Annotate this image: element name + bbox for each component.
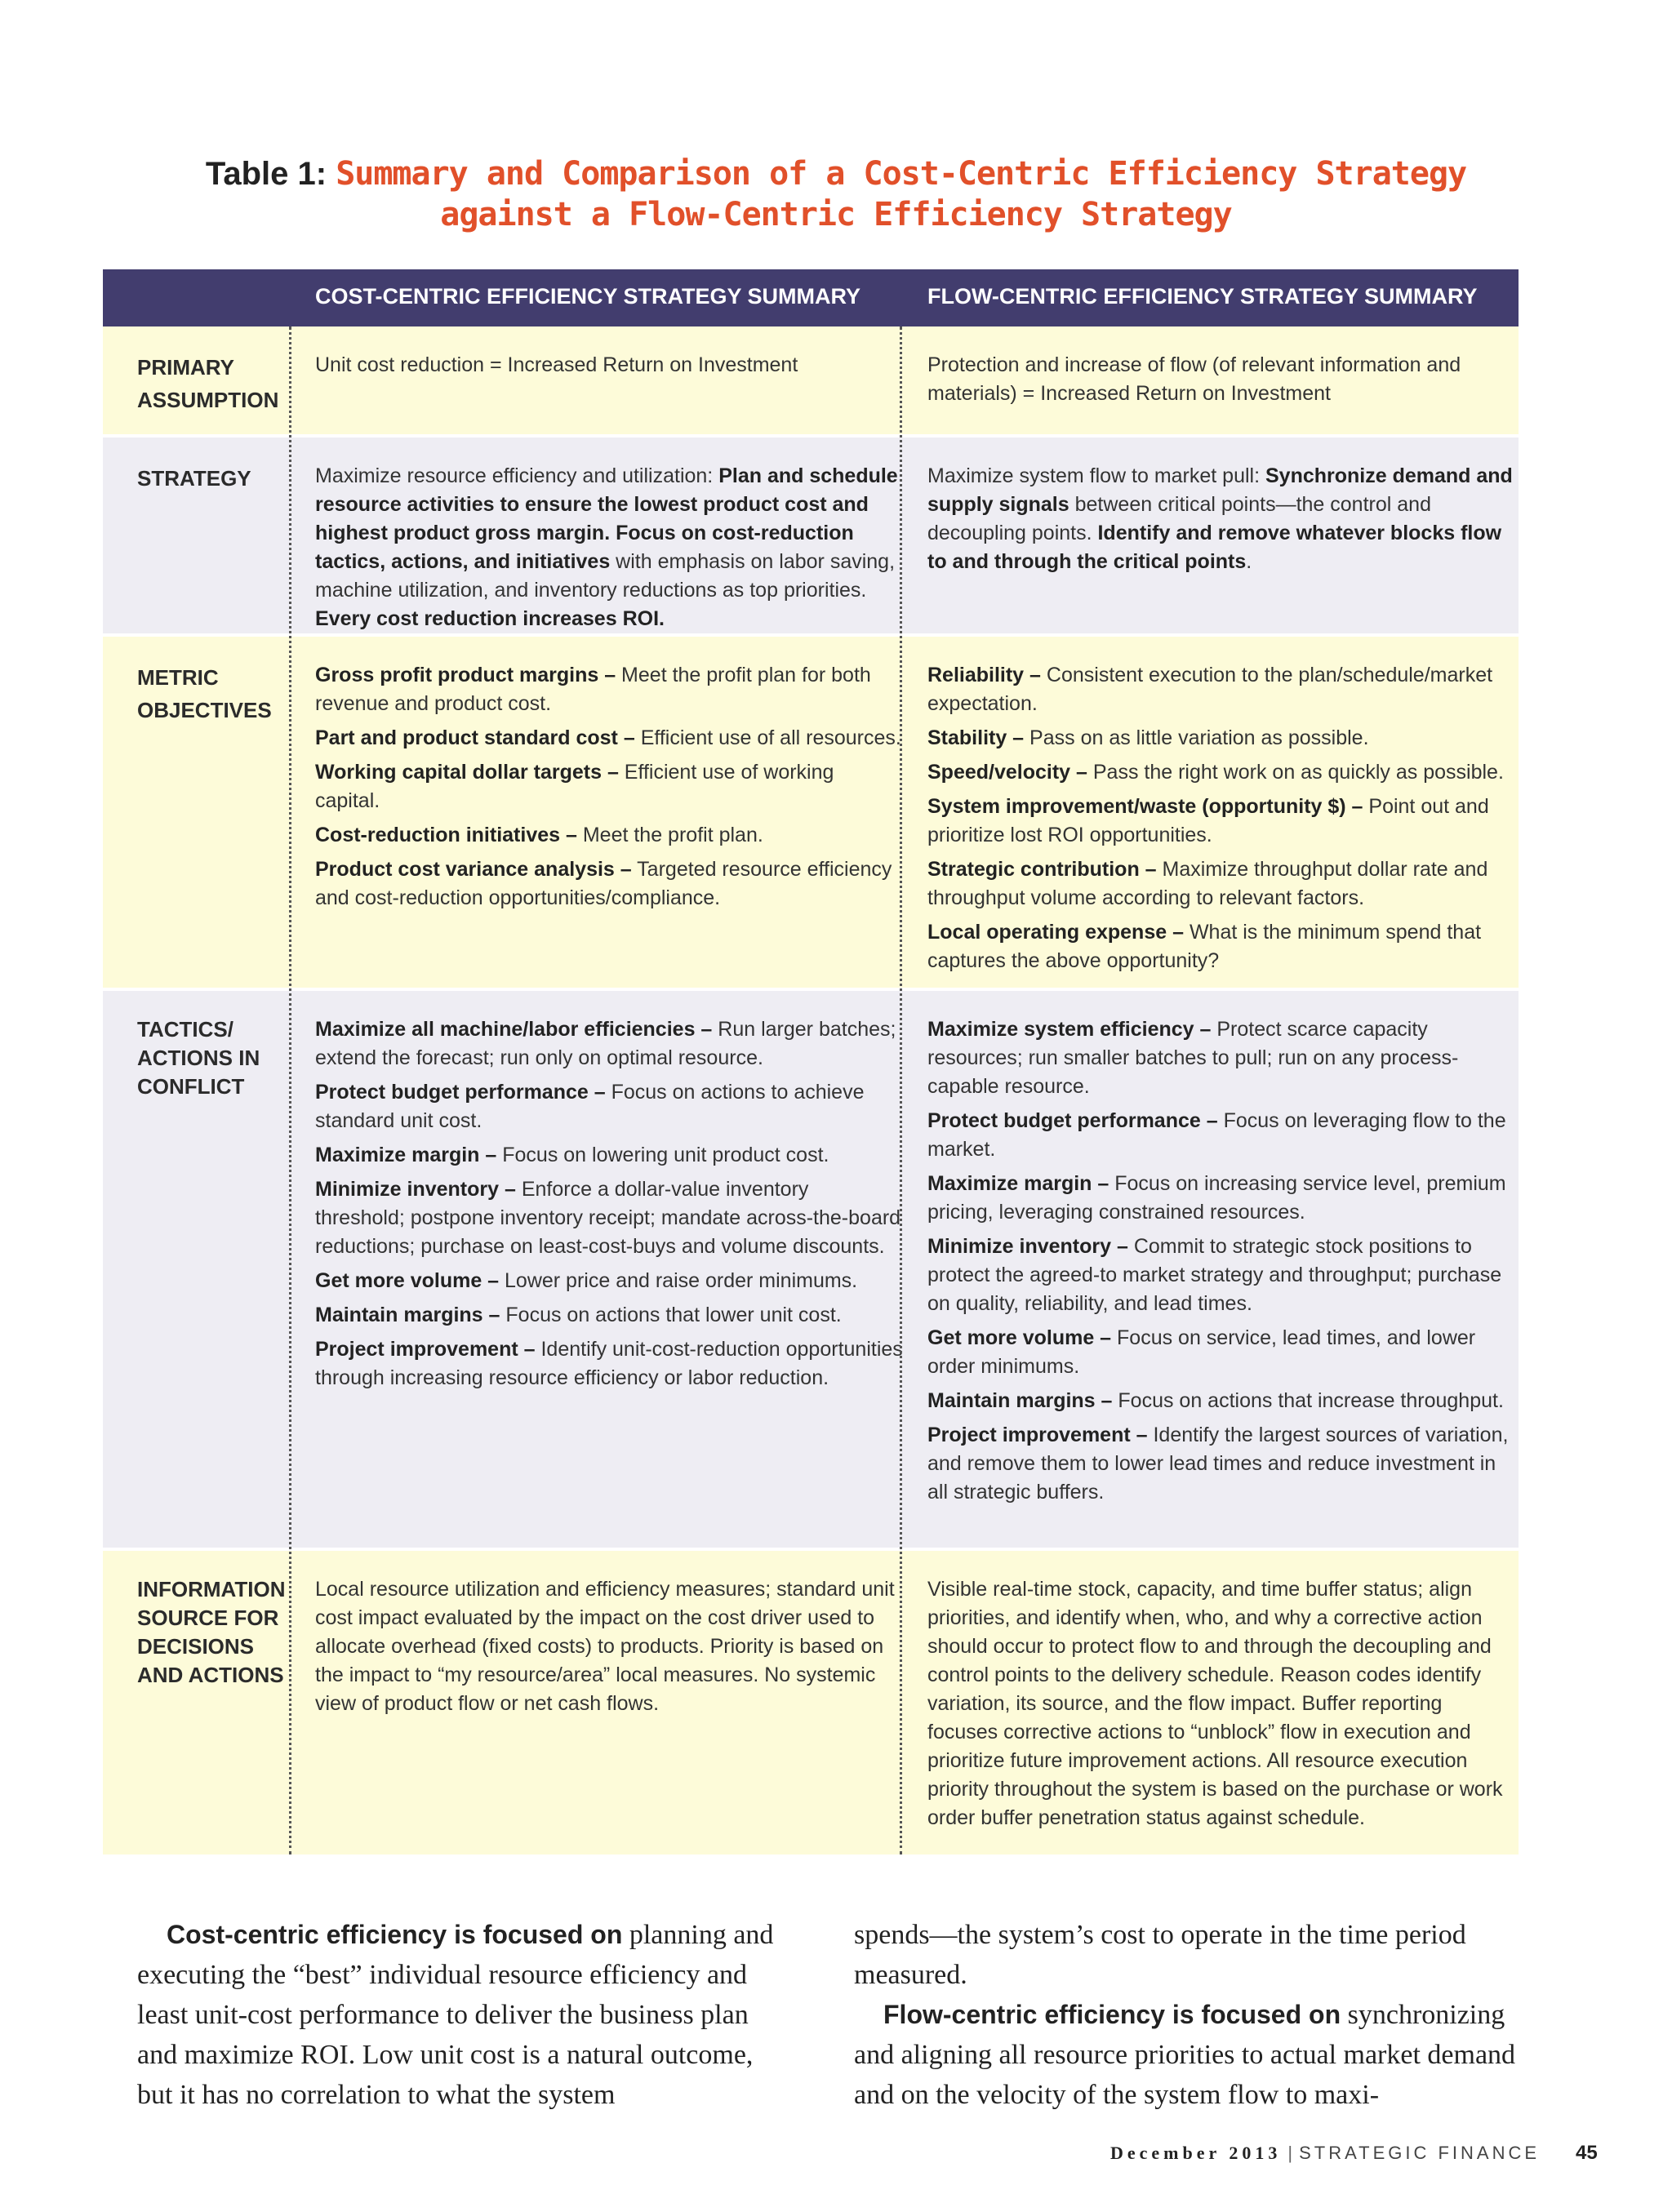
item-description: Efficient use of all resources. <box>634 726 901 749</box>
cell-item <box>315 855 903 913</box>
cell-item <box>927 1233 1515 1318</box>
row-metric-objectives <box>103 637 1519 988</box>
item-term: Get more volume – <box>927 1326 1112 1349</box>
cell-item <box>315 1078 903 1135</box>
item-term: Minimize inventory – <box>315 1178 516 1201</box>
cost-centric-header: COST-CENTRIC EFFICIENCY STRATEGY SUMMARY <box>315 284 861 309</box>
lead-in-bold: Flow-centric efficiency is focused on <box>883 2000 1341 2029</box>
item-description: Focus on increasing service level, premium pricing, leveraging constrained resources. <box>927 1172 1506 1224</box>
body-column-right <box>854 1915 1523 2115</box>
item-term: Minimize inventory – <box>927 1235 1128 1258</box>
flow-centric-header: FLOW-CENTRIC EFFICIENCY STRATEGY SUMMARY <box>927 284 1478 309</box>
body-paragraph <box>854 1995 1523 2115</box>
table-title-line1: Summary and Comparison of a Cost-Centric Efficiency Strategy <box>336 155 1467 193</box>
cost-cell <box>315 1575 903 1724</box>
item-description: Pass on as little variation as possible. <box>1024 726 1369 749</box>
item-description: Run larger batches; extend the forecast; run only on optimal resource. <box>315 1018 896 1069</box>
cell-item <box>927 918 1515 975</box>
table-header <box>103 269 1519 326</box>
table-title-line2: against a Flow-Centric Efficiency Strategy <box>440 196 1232 233</box>
cell-item <box>315 821 903 850</box>
cell-item <box>927 1107 1515 1164</box>
item-description: Maximize throughput dollar rate and throughput volume according to relevant factors. <box>927 858 1488 909</box>
cell-item <box>315 1015 903 1073</box>
item-term: Working capital dollar targets – <box>315 761 619 784</box>
flow-cell <box>927 351 1515 414</box>
cell-item <box>927 1387 1515 1415</box>
page-footer <box>1110 2142 1600 2165</box>
item-term: Reliability – <box>927 664 1041 686</box>
item-description: Protect scarce capacity resources; run smaller batches to pull; run on any process-capable resource. <box>927 1018 1459 1098</box>
item-term: Part and product standard cost – <box>315 726 635 749</box>
item-term: Cost-reduction initiatives – <box>315 824 577 846</box>
flow-cell <box>927 661 1515 981</box>
body-column-left <box>137 1915 774 2115</box>
item-term: Strategic contribution – <box>927 858 1157 881</box>
item-term: Maximize system efficiency – <box>927 1018 1212 1041</box>
cell-item <box>927 724 1515 753</box>
item-description: Commit to strategic stock positions to protect the agreed-to market strategy and throughput; purchase on quality, reliability, and lead times. <box>927 1235 1502 1315</box>
cell-text: Unit cost reduction = Increased Return on Investment <box>315 353 798 376</box>
item-term: Maximize all machine/labor efficiencies – <box>315 1018 713 1041</box>
item-term: Maximize margin – <box>927 1172 1109 1195</box>
item-description: Efficient use of working capital. <box>315 761 834 812</box>
row-primary-assumption <box>103 326 1519 434</box>
item-term: Protect budget performance – <box>927 1109 1218 1132</box>
cell-item <box>315 1267 903 1295</box>
cost-cell: Maximize resource efficiency and utilization: Plan and schedule resource activities to ensure the lowest product cost and highest product gross margin. Focus on cost-reduction tactics, actions, and initiatives with emphasis on labor saving, machine utilization, and inventory reductions as top priorities. Every cost reduction increases ROI. <box>315 464 898 630</box>
table-title <box>0 153 1672 235</box>
item-description: Focus on actions to achieve standard unit cost. <box>315 1081 865 1132</box>
item-term: Local operating expense – <box>927 921 1184 944</box>
body-paragraph: spends—the system’s cost to operate in the time period measured. <box>854 1920 1466 1990</box>
flow-cell: Maximize system flow to market pull: Synchronize demand and supply signals between critical points—the control and decoupling points. Identify and remove whatever blocks flow to and through the critical points. <box>927 464 1513 573</box>
cost-cell <box>315 1015 903 1398</box>
cost-cell <box>315 351 903 385</box>
item-description: Point out and prioritize lost ROI opportunities. <box>927 795 1489 846</box>
column-divider <box>289 326 291 1854</box>
page-number: 45 <box>1576 2142 1598 2164</box>
row-label: METRIC OBJECTIVES <box>137 665 272 722</box>
item-description: Focus on service, lead times, and lower order minimums. <box>927 1326 1476 1378</box>
cell-item <box>315 1335 903 1392</box>
row-tactics-actions <box>103 991 1519 1548</box>
cost-cell <box>315 661 903 918</box>
cell-text: Visible real-time stock, capacity, and time buffer status; align priorities, and identify when, who, and why a corrective action should occur to protect flow to and through the decoupling and control points to the delivery schedule. Reason codes identify variation, its source, and the flow impact. Buffer reporting focuses corrective actions to “unblock” flow in execution and prioritize future improvement actions. All resource execution priority throughout the system is based on the purchase or work order buffer penetration status against schedule. <box>927 1578 1503 1829</box>
cell-item <box>315 1301 903 1330</box>
lead-in-bold: Cost-centric efficiency is focused on <box>167 1920 623 1949</box>
cell-item <box>315 758 903 815</box>
flow-cell <box>927 1015 1515 1512</box>
row-label: INFORMATION SOURCE FOR DECISIONS AND ACTIONS <box>137 1577 286 1687</box>
item-description: Meet the profit plan for both revenue and product cost. <box>315 664 871 715</box>
item-description: Enforce a dollar-value inventory threshold; postpone inventory receipt; mandate across-the-board reductions; purchase on least-cost-buys and volume discounts. <box>315 1178 901 1258</box>
cell-item <box>927 855 1515 913</box>
item-description: Focus on actions that lower unit cost. <box>500 1304 842 1326</box>
cell-item <box>315 1141 903 1170</box>
table-number: Table 1: <box>205 156 327 192</box>
comparison-table <box>103 269 1519 1854</box>
row-label: STRATEGY <box>137 466 251 491</box>
item-term: Stability – <box>927 726 1025 749</box>
cell-item <box>315 661 903 718</box>
flow-cell <box>927 1575 1515 1838</box>
cell-item <box>927 661 1515 718</box>
issue-date: December 2013 <box>1110 2143 1282 2163</box>
cell-item <box>927 1170 1515 1227</box>
cell-item <box>927 793 1515 850</box>
cell-text: Local resource utilization and efficiency measures; standard unit cost impact evaluated by the impact on the cost driver used to allocate overhead (fixed costs) to products. Priority is based on the impact to “my resource/area” local measures. No systemic view of product flow or net cash flows. <box>315 1578 895 1715</box>
body-paragraph: planning and executing the “best” individual resource efficiency and least unit-cost performance to deliver the business plan and maximize ROI. Low unit cost is a natural outcome, but it has no correlation to what the system <box>137 1920 774 2110</box>
item-description: Identify the largest sources of variation, and remove them to lower lead times and reduce investment in all strategic buffers. <box>927 1424 1509 1504</box>
item-description: What is the minimum spend that captures the above opportunity? <box>927 921 1482 972</box>
cell-item <box>927 758 1515 787</box>
item-term: Project improvement – <box>927 1424 1148 1446</box>
row-label: TACTICS/ ACTIONS IN CONFLICT <box>137 1017 260 1099</box>
cell-item <box>927 1421 1515 1507</box>
body-paragraph-text: synchronizing and aligning all resource priorities to actual market demand and on the velocity of the system flow to maxi- <box>854 2000 1516 2110</box>
item-term: Get more volume – <box>315 1269 500 1292</box>
item-term: Maintain margins – <box>927 1389 1113 1412</box>
item-description: Meet the profit plan. <box>576 824 763 846</box>
item-description: Targeted resource efficiency and cost-reduction opportunities/compliance. <box>315 858 892 909</box>
column-divider <box>900 326 902 1854</box>
publication-name: STRATEGIC FINANCE <box>1299 2143 1541 2163</box>
item-term: Project improvement – <box>315 1338 536 1361</box>
item-term: Product cost variance analysis – <box>315 858 632 881</box>
item-description: Identify unit-cost-reduction opportunities through increasing resource efficiency or labor reduction. <box>315 1338 903 1389</box>
item-description: Focus on leveraging flow to the market. <box>927 1109 1506 1161</box>
item-term: System improvement/waste (opportunity $) – <box>927 795 1363 818</box>
cell-item <box>927 1324 1515 1381</box>
row-label: PRIMARY ASSUMPTION <box>137 355 279 412</box>
item-term: Maintain margins – <box>315 1304 500 1326</box>
item-term: Protect budget performance – <box>315 1081 606 1104</box>
cell-text: Protection and increase of flow (of relevant information and materials) = Increased Return on Investment <box>927 353 1461 405</box>
item-description: Focus on lowering unit product cost. <box>496 1144 829 1166</box>
item-term: Maximize margin – <box>315 1144 497 1166</box>
row-information-source <box>103 1551 1519 1854</box>
item-term: Gross profit product margins – <box>315 664 616 686</box>
cell-item <box>315 1175 903 1261</box>
cell-item <box>927 1015 1515 1101</box>
item-description: Lower price and raise order minimums. <box>499 1269 858 1292</box>
item-description: Consistent execution to the plan/schedule/market expectation. <box>927 664 1493 715</box>
row-strategy <box>103 438 1519 633</box>
footer-separator: | <box>1287 2143 1293 2163</box>
item-description: Pass the right work on as quickly as possible. <box>1087 761 1504 784</box>
item-term: Speed/velocity – <box>927 761 1087 784</box>
cell-item <box>315 724 903 753</box>
item-description: Focus on actions that increase throughput. <box>1112 1389 1504 1412</box>
